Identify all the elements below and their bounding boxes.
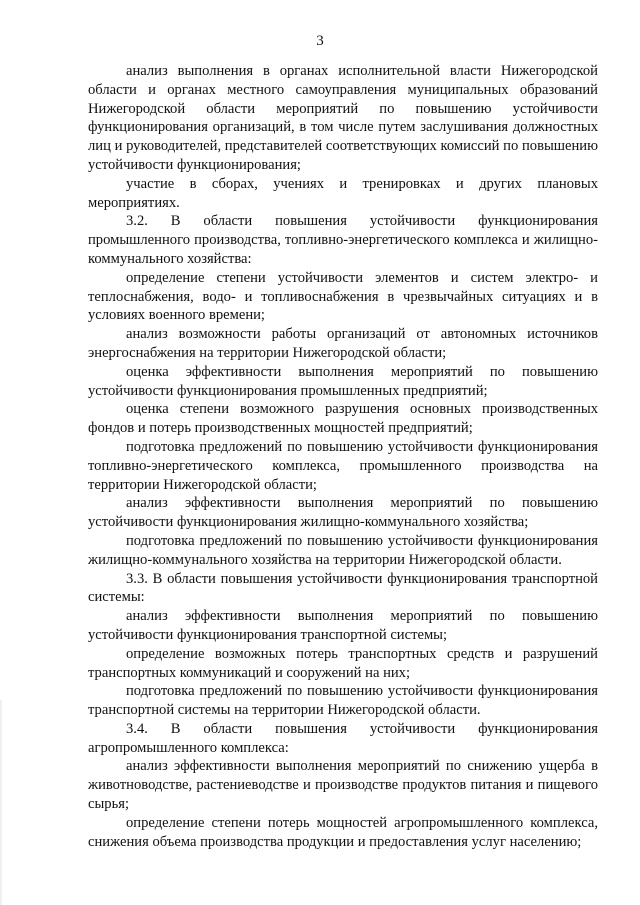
paragraph: анализ возможности работы организаций от автономных источников энергоснабжения на территории Нижегородской области; — [88, 326, 598, 361]
paragraph: подготовка предложений по повышению устойчивости функционирования топливно-энергетического комплекса, промышленного производства на территории Нижегородской области; — [88, 438, 598, 493]
section-heading-3-2: 3.2. В области повышения устойчивости функционирования промышленного производства, топливно-энергетического комплекса и жилищно-коммунального хозяйства: — [88, 213, 598, 267]
paragraph: анализ эффективности выполнения мероприятий по повышению устойчивости функционирования транспортной системы; — [88, 608, 598, 643]
paragraph: участие в сборах, учениях и тренировках и других плановых мероприятиях. — [88, 175, 598, 211]
paragraph: анализ эффективности выполнения мероприятий по снижению ущерба в животноводстве, растениеводстве и производстве продуктов питания и пищевого сырья; — [88, 758, 598, 813]
scan-edge-shadow — [0, 700, 3, 905]
paragraph: анализ выполнения в органах исполнительной власти Нижегородской области и органах местного самоуправления муниципальных образований Нижегородской области мероприятий по повышению устойчивости функционирования организаций, в том числе путем заслушивания должностных лиц и руководителей, представителей соответствующих комиссий по повышению устойчивости функционирования; — [88, 63, 598, 173]
paragraph: оценка эффективности выполнения мероприятий по повышению устойчивости функционирования промышленных предприятий; — [88, 363, 598, 399]
section-heading-3-3: 3.3. В области повышения устойчивости функционирования транспортной системы: — [88, 570, 598, 606]
paragraph: определение степени потерь мощностей агропромышленного комплекса, снижения объема производства продукции и предоставления услуг населению; — [88, 814, 598, 850]
page-number: 3 — [316, 33, 324, 49]
section-heading-3-4: 3.4. В области повышения устойчивости функционирования агропромышленного комплекса: — [88, 720, 598, 756]
paragraph: подготовка предложений по повышению устойчивости функционирования жилищно-коммунального хозяйства на территории Нижегородской области. — [88, 532, 598, 568]
paragraph: подготовка предложений по повышению устойчивости функционирования транспортной системы на территории Нижегородской области. — [88, 683, 598, 719]
document-body — [88, 62, 598, 851]
paragraph: анализ эффективности выполнения мероприятий по повышению устойчивости функционирования жилищно-коммунального хозяйства; — [88, 495, 598, 531]
paragraph: определение степени устойчивости элементов и систем электро- и теплоснабжения, водо- и топливоснабжения в чрезвычайных ситуациях и в условиях военного времени; — [88, 269, 598, 324]
paragraph: определение возможных потерь транспортных средств и разрушений транспортных коммуникаций и сооружений на них; — [88, 645, 598, 681]
paragraph: оценка степени возможного разрушения основных производственных фондов и потерь производственных мощностей предприятий; — [88, 401, 598, 437]
